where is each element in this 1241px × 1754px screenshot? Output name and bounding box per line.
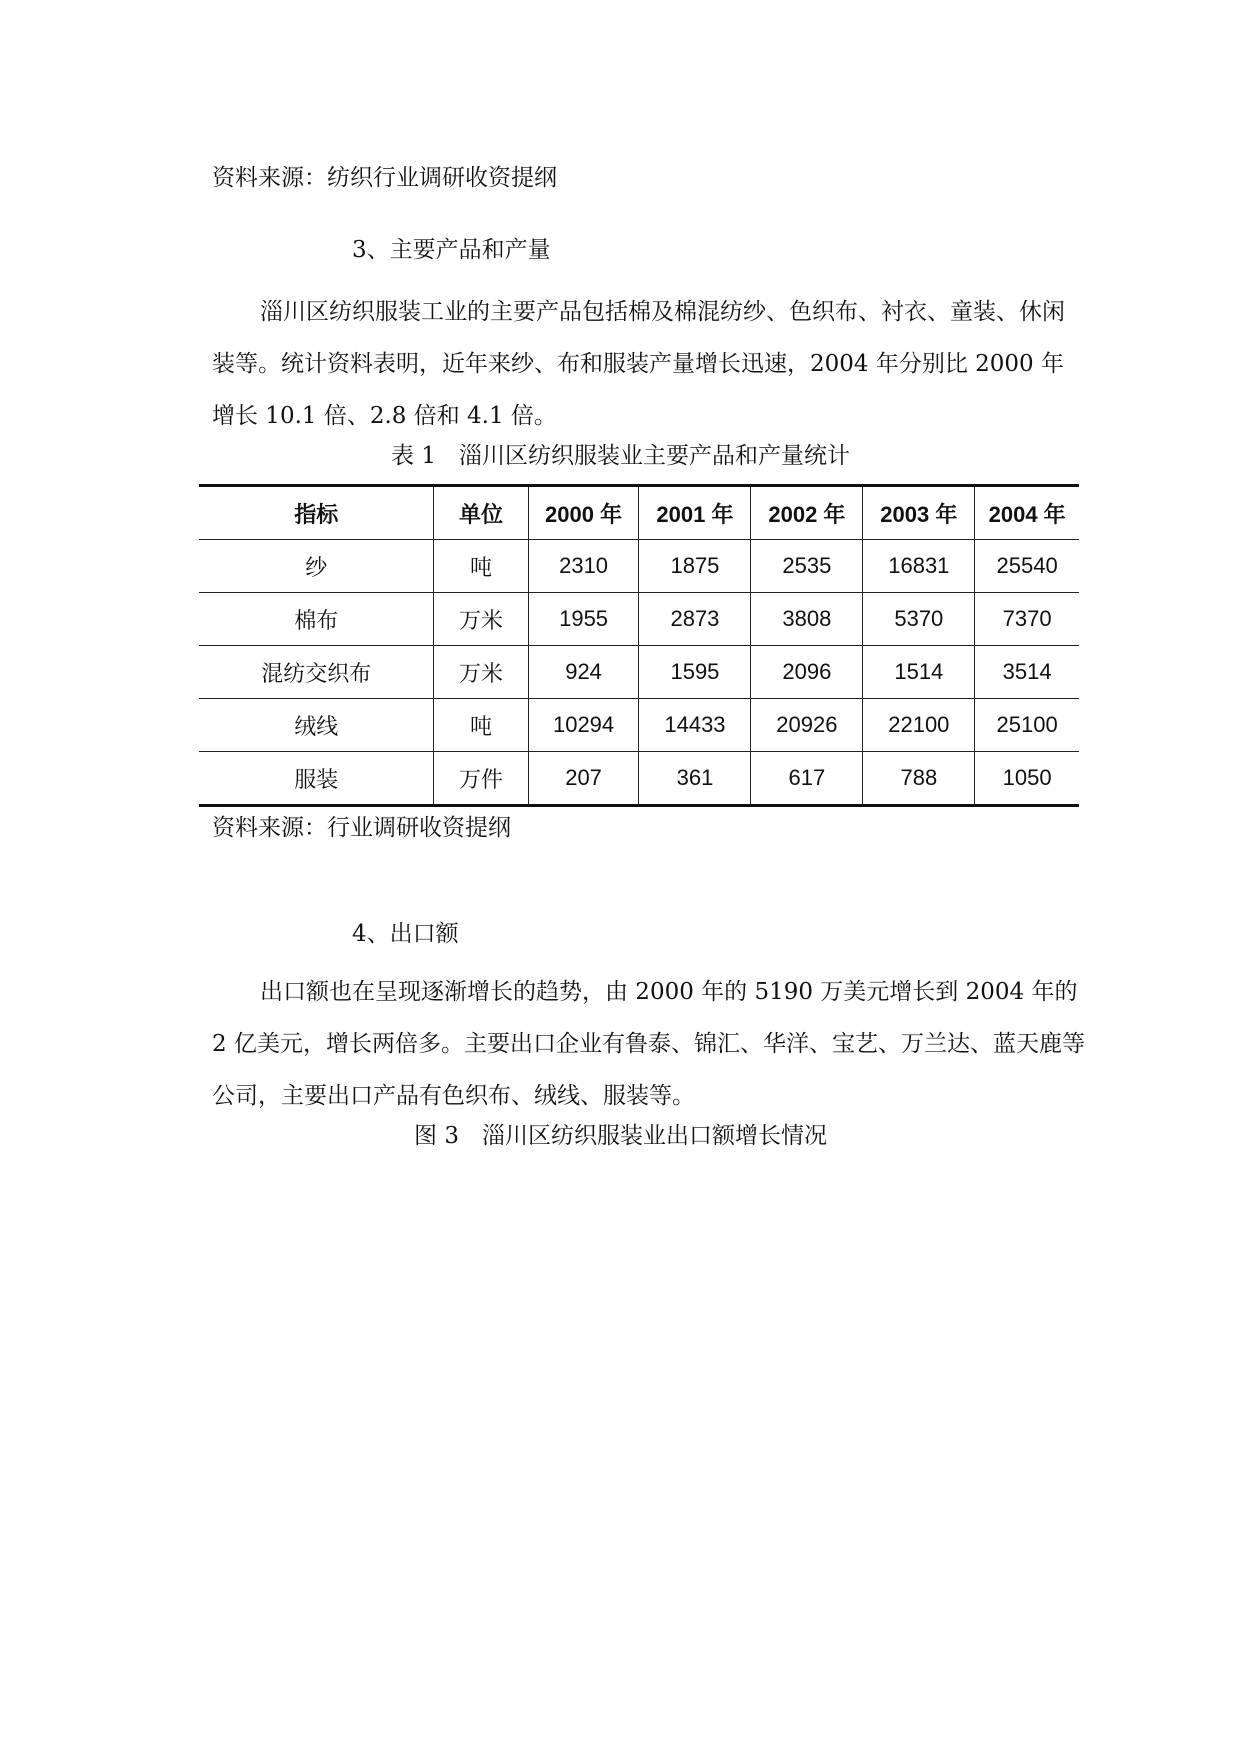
table-source-note: 资料来源：行业调研收资提纲 <box>212 815 511 841</box>
table-cell: 7370 <box>975 593 1079 646</box>
header-indicator: 指标 <box>199 486 434 540</box>
table-row <box>199 646 1079 699</box>
table-cell: 14433 <box>639 699 751 752</box>
exports-paragraph <box>212 966 1092 1122</box>
row-label: 棉布 <box>199 593 434 646</box>
exports-paragraph-text: 出口额也在呈现逐渐增长的趋势，由 2000 年的 5190 万美元增长到 2004 年的 2 亿美元，增长两倍多。主要出口企业有鲁泰、锦汇、华洋、宝艺、万兰达、蓝天鹿等公司，主要出口产品有色织布、绒线、服装等。 <box>212 979 1085 1109</box>
production-table <box>199 484 1079 807</box>
table-caption: 表 1 淄川区纺织服装业主要产品和产量统计 <box>391 443 850 469</box>
table-cell: 2873 <box>639 593 751 646</box>
table-cell: 2096 <box>751 646 863 699</box>
row-unit: 吨 <box>434 540 528 593</box>
source-note-textile: 资料来源：纺织行业调研收资提纲 <box>212 165 557 191</box>
row-label: 混纺交织布 <box>199 646 434 699</box>
section-heading-exports: 4、出口额 <box>352 921 459 947</box>
table-cell: 1875 <box>639 540 751 593</box>
table-cell: 361 <box>639 752 751 806</box>
row-label: 服装 <box>199 752 434 806</box>
products-paragraph-text: 淄川区纺织服装工业的主要产品包括棉及棉混纺纱、色织布、衬衣、童装、休闲装等。统计资料表明，近年来纱、布和服装产量增长迅速，2004 年分别比 2000 年增长 10.1 倍、2.8 倍和 4.1 倍。 <box>212 299 1065 429</box>
table-cell: 3808 <box>751 593 863 646</box>
header-unit: 单位 <box>434 486 528 540</box>
table-cell: 16831 <box>863 540 975 593</box>
row-unit: 万件 <box>434 752 528 806</box>
table-cell: 25540 <box>975 540 1079 593</box>
table-row <box>199 540 1079 593</box>
row-unit: 万米 <box>434 646 528 699</box>
table-header-row <box>199 486 1079 540</box>
table-cell: 1595 <box>639 646 751 699</box>
figure-caption: 图 3 淄川区纺织服装业出口额增长情况 <box>414 1123 827 1149</box>
header-2002: 2002 年 <box>751 486 863 540</box>
table-cell: 1050 <box>975 752 1079 806</box>
section-heading-products: 3、主要产品和产量 <box>352 237 551 263</box>
table-cell: 22100 <box>863 699 975 752</box>
row-unit: 吨 <box>434 699 528 752</box>
row-unit: 万米 <box>434 593 528 646</box>
row-label: 纱 <box>199 540 434 593</box>
table-cell: 1955 <box>528 593 639 646</box>
table-row <box>199 752 1079 806</box>
header-2003: 2003 年 <box>863 486 975 540</box>
products-paragraph <box>212 286 1082 442</box>
table-cell: 10294 <box>528 699 639 752</box>
table-cell: 617 <box>751 752 863 806</box>
table-cell: 2310 <box>528 540 639 593</box>
header-2004: 2004 年 <box>975 486 1079 540</box>
table-row <box>199 593 1079 646</box>
table-cell: 5370 <box>863 593 975 646</box>
table-row <box>199 699 1079 752</box>
header-2000: 2000 年 <box>528 486 639 540</box>
table-cell: 3514 <box>975 646 1079 699</box>
table-cell: 788 <box>863 752 975 806</box>
row-label: 绒线 <box>199 699 434 752</box>
table-cell: 20926 <box>751 699 863 752</box>
table-cell: 207 <box>528 752 639 806</box>
table-cell: 924 <box>528 646 639 699</box>
table-cell: 25100 <box>975 699 1079 752</box>
table-cell: 1514 <box>863 646 975 699</box>
header-2001: 2001 年 <box>639 486 751 540</box>
table-cell: 2535 <box>751 540 863 593</box>
